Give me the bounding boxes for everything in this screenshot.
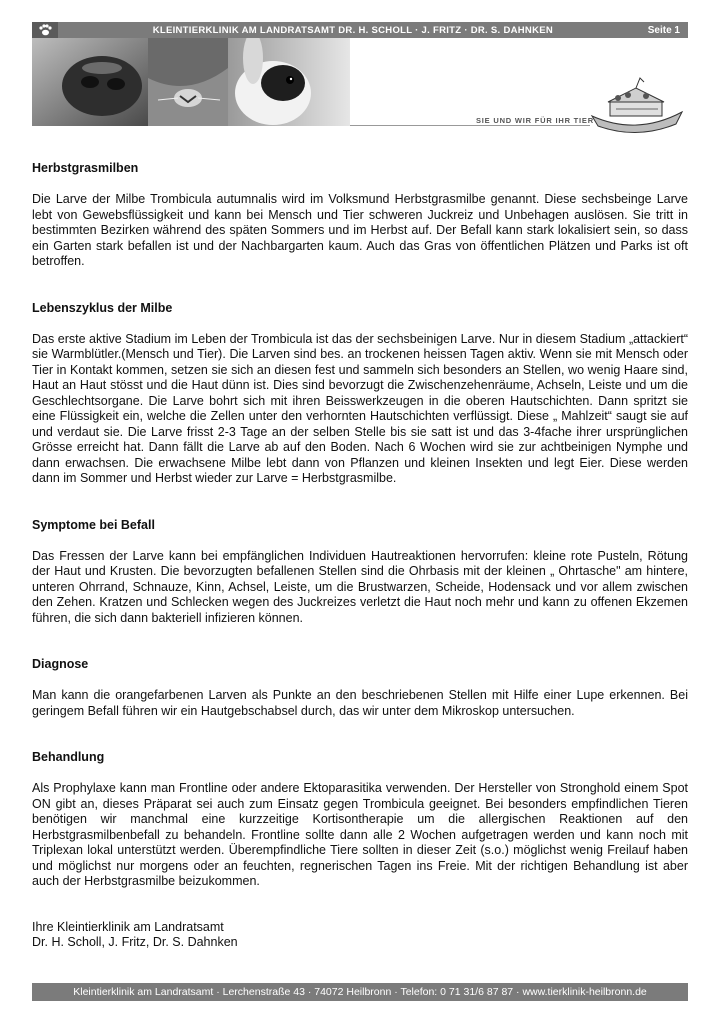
section-title-behandlung: Behandlung [32, 750, 105, 764]
section-text-symptome: Das Fressen der Larve kann bei empfänglichen Individuen Hautreaktionen hervorrufen: kleine rote Pusteln, Rötung der Haut und Krusten. Die bevorzugten befallenen Stellen sind die Ohrbasis mit der kleinen „ Ohrtasche" am hintere, unteren Ohrrand, Schnauze, Kinn, Achsel, Leiste, um die Brustwarzen, Scheide, Hodensack und vor allem zwischen den Zehen. Kratzen und Schlecken wegen des Juckreizes verletzt die Haut noch mehr und kann zu offenen Ekzemen führen, die sich dann bakteriell infizieren können. [32, 548, 688, 625]
closing-line-1: Ihre Kleintierklinik am Landratsamt [32, 919, 224, 934]
dog-nose-photo [32, 38, 148, 126]
section-text-diagnose: Man kann die orangefarbenen Larven als Punkte an den beschriebenen Stellen mit Hilfe einer Lupe erkennen. Bei geringem Befall führen wir ein Hautgebschabsel durch, das wir unter dem Mikroskop untersuchen. [32, 688, 688, 718]
footer-bar: Kleintierklinik am Landratsamt · Lerchenstraße 43 · 74072 Heilbronn · Telefon: 0 71 31/6 87 87 · www.tierklinik-heilbronn.de [32, 983, 688, 1001]
header-bar [32, 22, 688, 38]
section-text-herbstgrasmilben: Die Larve der Milbe Trombicula autumnalis wird im Volksmund Herbstgrasmilbe genannt. Diese sechsbeinge Larve lebt von Gewebsflüssigkeit und kann bei Mensch und Tier schweren Juckreiz und Unbehagen auslösen. Sie tritt in bestimmten Bezirken während des späten Sommers und im Herbst auf. Der Befall kann stark lokalisiert sein, so dass ein Garten stark befallen ist und der Nachbargarten kaum. Auch das Gras von öffentlichen Plätzen und Parks ist oft betroffen. [32, 192, 688, 268]
noahs-ark-logo-icon [588, 76, 686, 138]
page-number: Seite 1 [647, 24, 680, 36]
paw-logo-icon [32, 22, 58, 38]
header-rule [350, 125, 590, 126]
slogan: SIE UND WIR FÜR IHR TIER [476, 116, 594, 125]
section-title-diagnose: Diagnose [32, 657, 89, 671]
article [32, 160, 688, 951]
section-text-lebenszyklus: Das erste aktive Stadium im Leben der Trombicula ist das der sechsbeinigen Larve. Nur in diesem Stadium „attackiert“ sie Warmblütler.(Mensch und Tier). Die Larven sind bes. an trockenen heissen Tagen aktiv. Wenn sie mit Mensch oder Tier in Kontakt kommen, setzen sie sich an diesen fest und sammeln sich besonders an Stellen, wo wenig Haare sind, Haut an Haut stösst und die Haut dünn ist. Dies sind bevorzugt die Zwischenzehenräume, Achseln, Leiste und um die Geschlechtsorgane. Die Larve bohrt sich mit ihren Beisswerkzeugen in die oberen Hautschichten. Dann spritzt sie eine Flüssigkeit ein, welche die Zellen unter den verhornten Hautschichten verflüssigt. Diese „ Mahlzeit“ saugt sie auf und verdaut sie. Die Larve frisst 2-3 Tage an der selben Stelle bis sie satt ist und das 3-4fache ihrer ursprünglichen Grösse erreicht hat. Dann fällt die Larve ab auf den Boden. Nach 6 Wochen wird sie zur achtbeinigen Nymphe und dann erwachsen. Die erwachsene Milbe lebt dann von Pflanzen und kleinen Insekten und legt Eier. Diese werden dann im Sommer und Herbst wieder zur Larve = Herbstgrasmilbe. [32, 331, 688, 485]
rabbit-photo [228, 38, 350, 126]
clinic-name: KLEINTIERKLINIK AM LANDRATSAMT DR. H. SCHOLL · J. FRITZ · DR. S. DAHNKEN [152, 24, 554, 36]
section-title-symptome: Symptome bei Befall [32, 517, 155, 532]
cat-photo [148, 38, 228, 126]
closing-line-2: Dr. H. Scholl, J. Fritz, Dr. S. Dahnken [32, 935, 238, 949]
section-title-herbstgrasmilben: Herbstgrasmilben [32, 161, 139, 175]
section-title-lebenszyklus: Lebenszyklus der Milbe [32, 300, 173, 315]
header-photos [32, 38, 350, 126]
section-text-behandlung: Als Prophylaxe kann man Frontline oder andere Ektoparasitika verwenden. Der Hersteller von Stronghold einem Spot ON gibt an, dieses Präparat sei auch zum Einsatz gegen Trombicula geeignet. Bei besonders empfindlichen Tieren benötigen wir manchmal eine kurzzeitige Kortisontherapie um die allergischen Reaktionen auf den Herbstgrasmilbenbefall zu behandeln. Frontline sollte dann alle 2 Wochen aufgetragen werden und kann noch mit Triplexan lokal unterstützt werden. Überempfindliche Tiere sollten in dieser Zeit (s.o.) möglichst wenig Freilauf haben und möglichst nur morgens oder an feuchten, regnerischen Tagen ins Freie. Mit der richtigen Behandlung ist aber auch der Herbstgrasmilbe beizukommen. [32, 781, 688, 888]
